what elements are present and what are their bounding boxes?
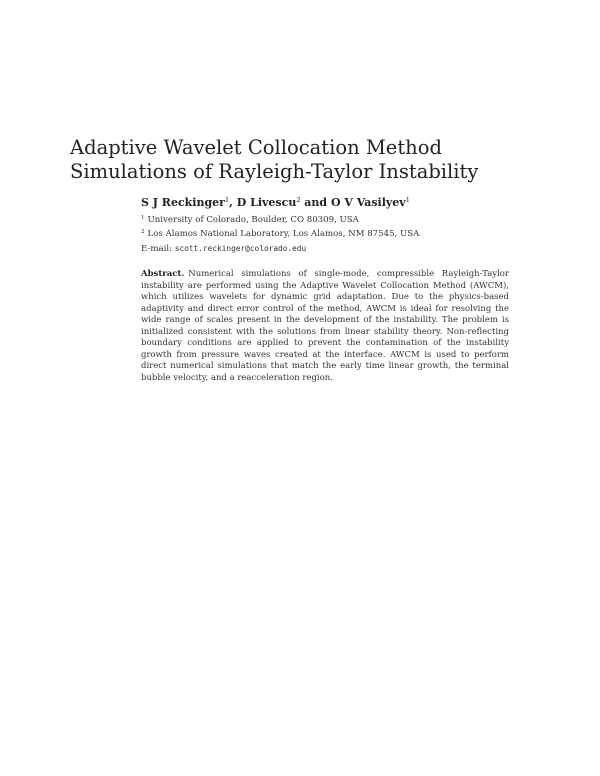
author-list	[141, 196, 410, 210]
abstract-text: Numerical simulations of single-mode, compressible Rayleigh-Taylor instability are performed using the Adaptive Wavelet Collocation Method (AWCM), which utilizes wavelets for dynamic grid adaptation. Due to the physics-based adaptivity and direct error control of the method, AWCM is ideal for resolving the wide range of scales present in the development of the instability. The problem is initialized consistent with the solutions from linear stability theory. Non-reflecting boundary conditions are applied to prevent the contamination of the instability growth from pressure waves created at the interface. AWCM is used to perform direct numerical simulations that match the early time linear growth, the terminal bubble velocity, and a reacceleration region.	[141, 269, 509, 383]
author-separator: and	[300, 196, 331, 209]
abstract	[141, 269, 509, 384]
affiliation-text: Los Alamos National Laboratory, Los Alamos, NM 87545, USA	[147, 229, 420, 239]
affiliation-mark: 1	[141, 215, 145, 221]
author-name: D Livescu	[236, 196, 297, 209]
abstract-label: Abstract.	[141, 269, 185, 279]
email-address[interactable]: scott.reckinger@colorado.edu	[174, 244, 307, 253]
affiliation-marker: 2	[296, 196, 301, 204]
email-label: E-mail:	[141, 244, 173, 254]
affiliation-mark: 2	[141, 229, 145, 235]
paper-title: Adaptive Wavelet Collocation Method Simulations of Rayleigh-Taylor Instability	[70, 136, 479, 183]
email-line	[141, 243, 306, 255]
affiliation-line	[141, 215, 359, 226]
affiliation-line	[141, 229, 419, 240]
author-name: O V Vasilyev	[330, 196, 406, 209]
affiliation-marker: 1	[224, 196, 230, 204]
author-separator: ,	[229, 196, 237, 209]
author-name: S J Reckinger	[141, 196, 225, 209]
affiliation-marker: 1	[405, 196, 410, 204]
affiliation-text: University of Colorado, Boulder, CO 80309, USA	[147, 215, 359, 225]
